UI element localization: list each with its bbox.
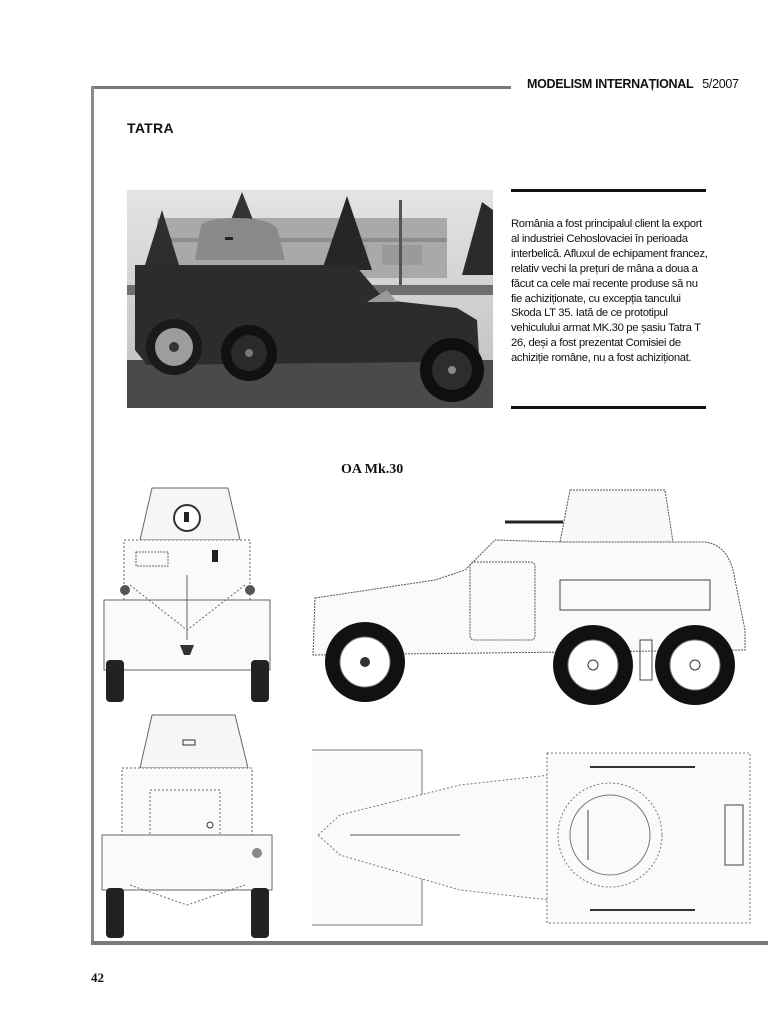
article-body-text: România a fost principalul client la export al industriei Cehoslovaciei în perioada interbelică. Afluxul de echipament francez, relativ vechi la prețuri de mâna a doua a făcut ca cele mai recente produse să nu fie achiziționate, cu excepția tancului Skoda LT 35. Iată de ce prototipul vehiculului armat MK.30 pe șasiu Tatra T 26, deși a fost prezentat Comisiei de achiziție române, nu a fost achiziționat. [511,218,708,365]
section-title: TATRA [127,120,174,136]
frame-left-line [91,86,94,944]
text-rule-top [511,189,706,192]
top-view-drawing [310,745,755,930]
drawing-title: OA Mk.30 [341,462,404,477]
text-rule-bottom [511,406,706,409]
publication-name: MODELISM INTERNAȚIONAL [527,77,694,91]
page-number: 42 [91,970,104,985]
frame-top-line [91,86,511,89]
front-view-drawing [100,480,275,705]
masthead [527,77,739,91]
frame-bottom-line [91,941,768,945]
rear-view-drawing [100,710,275,940]
side-view-drawing [305,480,755,710]
armored-car-photo [127,190,493,408]
issue-number: 5/2007 [702,77,739,91]
